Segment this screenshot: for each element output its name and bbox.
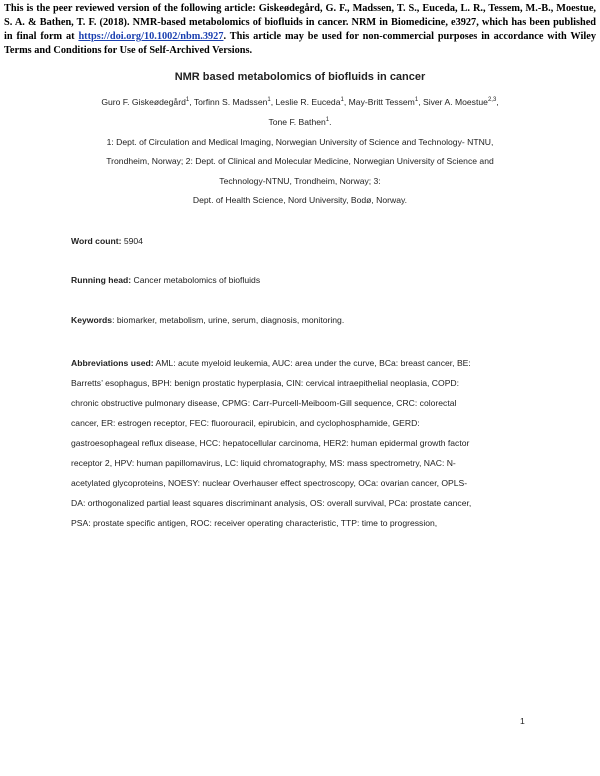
author-affiliation: 1: [414, 97, 419, 104]
author-name: Siver A. Moestue: [422, 97, 488, 107]
author-affiliation: 1: [325, 117, 330, 124]
keywords: [71, 314, 541, 326]
doi-link[interactable]: https://doi.org/10.1002/nbm.3927: [78, 31, 224, 42]
abbreviations-line: acetylated glycoproteins, NOESY: nuclear Overhauser effect spectroscopy, OCa: ovarian cancer, OPLS-: [71, 478, 468, 488]
abbreviations-line: receptor 2, HPV: human papillomavirus, LC: liquid chromatography, MS: mass spectrometry, NAC: N-: [71, 458, 456, 468]
abbreviations-line: cancer, ER: estrogen receptor, FEC: fluorouracil, epirubicin, and cyclophosphamide, GERD:: [71, 418, 420, 428]
author-name: Guro F. Giskeødegård: [101, 97, 186, 107]
abbreviations-line: Barretts’ esophagus, BPH: benign prostatic hyperplasia, CIN: cervical intraepithelial neoplasia, COPD:: [71, 378, 460, 388]
author-affiliation: 1: [267, 97, 271, 104]
abbreviations-label: Abbreviations used:: [71, 358, 154, 368]
running-head-label: Running head:: [71, 275, 132, 285]
abbreviations-line: gastroesophageal reflux disease, HCC: hepatocellular carcinoma, HER2: human epidermal growth factor: [71, 438, 470, 448]
author-affiliation: 1: [185, 97, 190, 104]
author-affiliation: 1: [340, 97, 344, 104]
running-head: [71, 274, 541, 286]
paper-title: NMR based metabolomics of biofluids in cancer: [174, 71, 426, 83]
word-count-label: Word count:: [71, 236, 122, 246]
abbreviations: [71, 353, 543, 533]
word-count: [71, 235, 541, 247]
notice-text-end: . This article may be used for non-commercial purposes in accordance with Wiley Terms and Conditions for Use of Self-Archived Versions.: [4, 31, 596, 56]
author-name: Tone F. Bathen: [268, 117, 326, 127]
author-name: May-Britt Tessem: [348, 97, 415, 107]
author-name: Leslie R. Euceda: [275, 97, 341, 107]
keywords-value: : biomarker, metabolism, urine, serum, diagnosis, monitoring.: [112, 315, 345, 325]
notice-text: This is the peer reviewed version of the following article: Giskeødegård, G. F., Madssen, T. S., Euceda, L. R., Tessem, M.-B., Moestue, S. A. & Bathen, T. F. (2018). NMR-based metabolomics of biofluids in cancer. NRM in Biomedicine, e3927, which has been published in final form at: [4, 3, 596, 42]
abbreviations-line: chronic obstructive pulmonary disease, CPMG: Carr-Purcell-Meiboom-Gill sequence, CRC: colorectal: [71, 398, 457, 408]
author-affiliation: 2,3: [487, 97, 497, 104]
affiliation-line: 1: Dept. of Circulation and Medical Imaging, Norwegian University of Science and Technology- NTNU,: [106, 137, 494, 147]
affiliation-line: Trondheim, Norway; 2: Dept. of Clinical and Molecular Medicine, Norwegian University of Science and: [106, 156, 494, 166]
abbreviations-line: PSA: prostate specific antigen, ROC: receiver operating characteristic, TTP: time to progression,: [71, 518, 438, 528]
author-name: Torfinn S. Madssen: [193, 97, 268, 107]
page-number: 1: [520, 716, 525, 726]
author-line-1: Guro F. Giskeødegård$^1$, Torfinn S. Madssen$^1$, Leslie R. Euceda$^1$, May-Britt Tessem$^1$, Siver A. Moestue$^{2,3}$,: [101, 97, 499, 107]
abbreviations-text: AML: acute myeloid leukemia, AUC: area under the curve, BCa: breast cancer, BE:: [153, 358, 471, 368]
abbreviations-line: DA: orthogonalized partial least squares discriminant analysis, OS: overall survival, PCa: prostate cancer,: [71, 498, 472, 508]
running-head-value: Cancer metabolomics of biofluids: [133, 275, 261, 285]
reuse-notice: [4, 2, 596, 58]
author-line-2: Tone F. Bathen$^1$.: [268, 117, 332, 127]
keywords-label: Keywords: [71, 315, 113, 325]
affiliation-line: Dept. of Health Science, Nord University, Bodø, Norway.: [192, 195, 408, 205]
affiliation-line: Technology-NTNU, Trondheim, Norway; 3:: [219, 176, 381, 186]
abbreviations-line: [71, 353, 543, 373]
word-count-value: 5904: [123, 236, 143, 246]
